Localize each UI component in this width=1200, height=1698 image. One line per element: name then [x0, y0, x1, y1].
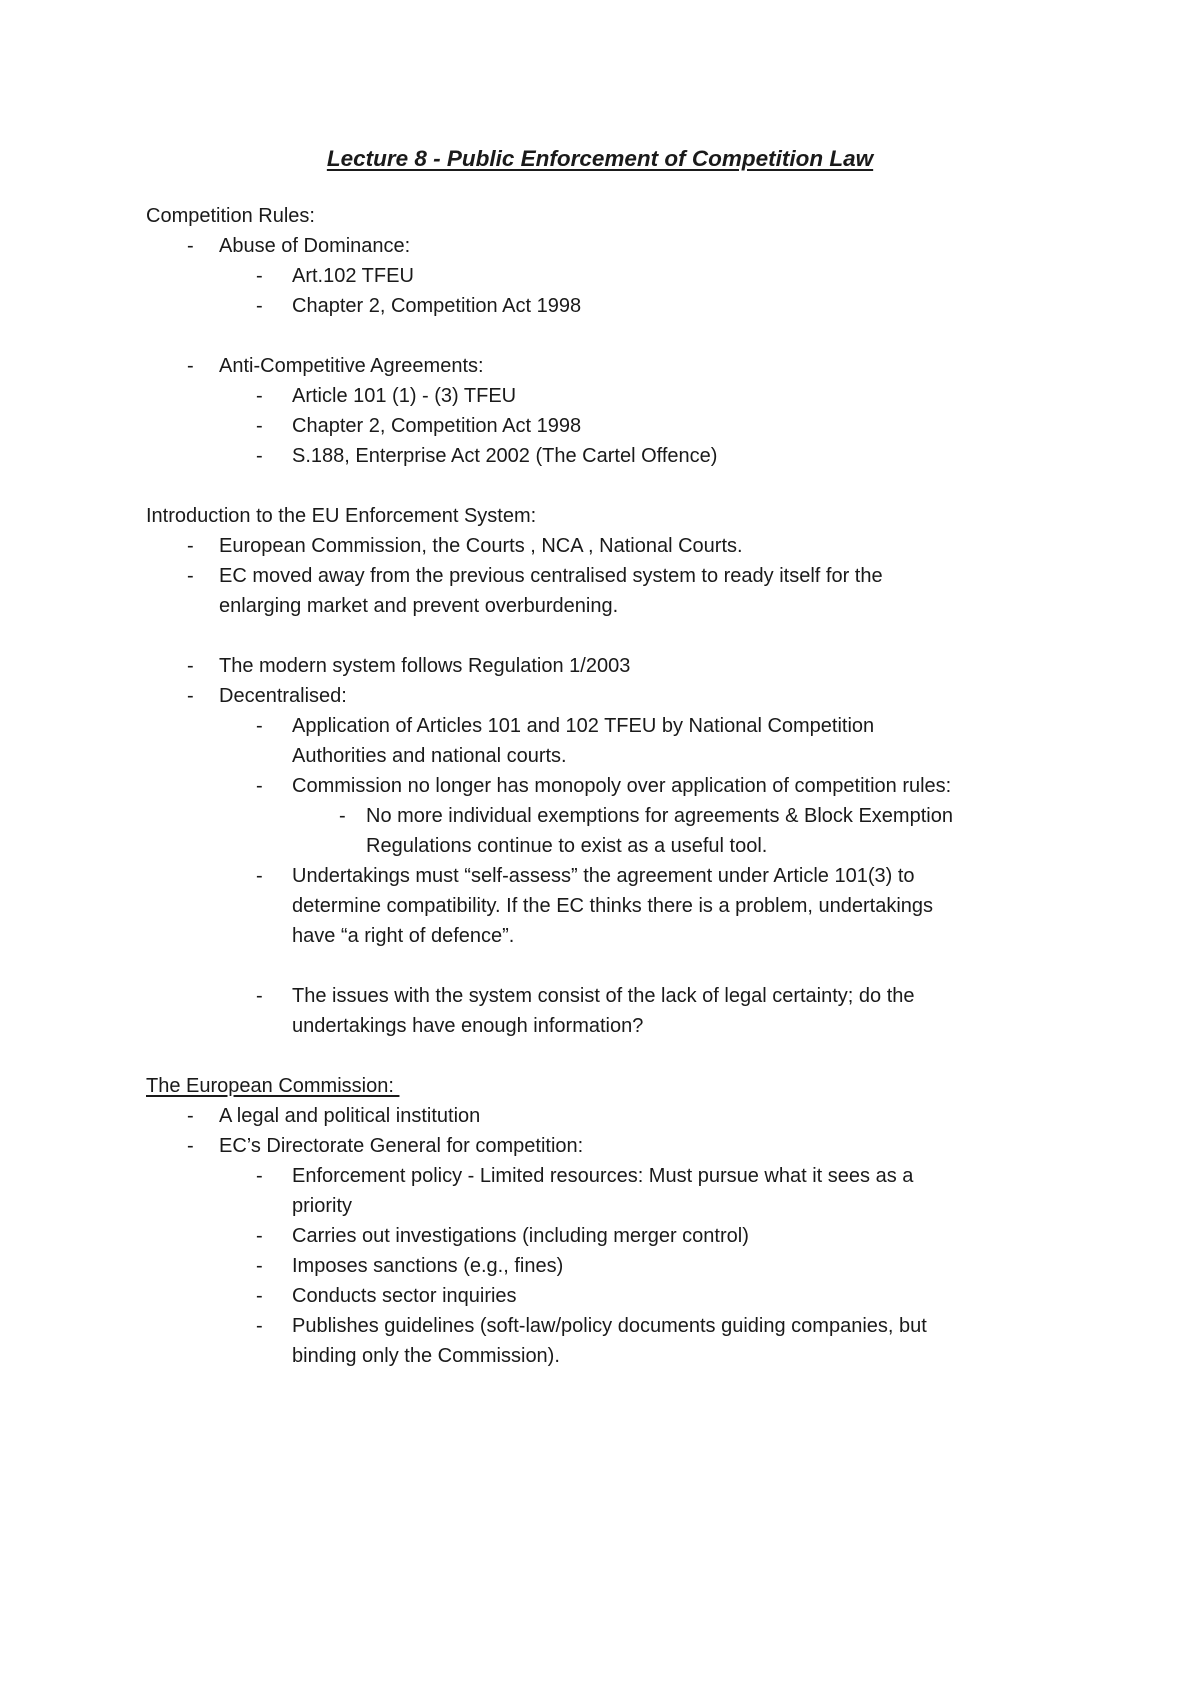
page-title: Lecture 8 - Public Enforcement of Competition Law	[326, 146, 874, 171]
bullet-dash: -	[256, 715, 263, 737]
bullet-dash: -	[187, 355, 194, 377]
list-item: Chapter 2, Competition Act 1998	[292, 415, 582, 437]
list-item: Undertakings must “self-assess” the agreement under Article 101(3) to	[292, 865, 915, 887]
list-item: Chapter 2, Competition Act 1998	[292, 295, 582, 317]
list-item: Commission no longer has monopoly over application of competition rules:	[292, 775, 952, 797]
list-item: Article 101 (1) - (3) TFEU	[292, 385, 517, 407]
bullet-dash: -	[187, 1135, 194, 1157]
list-item: The modern system follows Regulation 1/2003	[219, 655, 631, 677]
list-item: European Commission, the Courts , NCA , National Courts.	[219, 535, 743, 557]
bullet-dash: -	[187, 565, 194, 587]
bullet-dash: -	[187, 655, 194, 677]
list-item-continuation: Authorities and national courts.	[292, 745, 567, 767]
list-item: S.188, Enterprise Act 2002 (The Cartel Offence)	[292, 445, 718, 467]
list-item-continuation: enlarging market and prevent overburdening.	[219, 595, 619, 617]
list-item: Imposes sanctions (e.g., fines)	[292, 1255, 564, 1277]
list-item: Application of Articles 101 and 102 TFEU by National Competition	[292, 715, 875, 737]
bullet-dash: -	[256, 385, 263, 407]
list-item: Publishes guidelines (soft-law/policy documents guiding companies, but	[292, 1315, 927, 1337]
list-item: EC moved away from the previous centralised system to ready itself for the	[219, 565, 883, 587]
bullet-dash: -	[187, 685, 194, 707]
list-item: The issues with the system consist of the lack of legal certainty; do the	[292, 985, 915, 1007]
bullet-dash: -	[256, 415, 263, 437]
list-item-continuation: determine compatibility. If the EC thinks there is a problem, undertakings	[292, 895, 934, 917]
bullet-dash: -	[256, 265, 263, 287]
list-item-continuation: undertakings have enough information?	[292, 1015, 644, 1037]
bullet-dash: -	[256, 1165, 263, 1187]
list-item-continuation: priority	[292, 1195, 353, 1217]
list-item: A legal and political institution	[219, 1105, 481, 1127]
list-item: Decentralised:	[219, 685, 347, 707]
list-item: Art.102 TFEU	[292, 265, 414, 287]
bullet-dash: -	[256, 445, 263, 467]
bullet-dash: -	[256, 775, 263, 797]
list-item-abuse-of-dominance: Abuse of Dominance:	[219, 235, 411, 257]
bullet-dash: -	[256, 1315, 263, 1337]
bullet-dash: -	[187, 535, 194, 557]
bullet-dash: -	[187, 1105, 194, 1127]
list-item-continuation: binding only the Commission).	[292, 1345, 560, 1367]
bullet-dash: -	[256, 1255, 263, 1277]
bullet-dash: -	[187, 235, 194, 257]
bullet-dash: -	[256, 295, 263, 317]
list-item: Carries out investigations (including merger control)	[292, 1225, 749, 1247]
list-item-anti-competitive-agreements: Anti-Competitive Agreements:	[219, 355, 484, 377]
bullet-dash: -	[256, 985, 263, 1007]
bullet-dash: -	[256, 865, 263, 887]
section-heading-competition-rules: Competition Rules:	[146, 205, 315, 227]
section-heading-commission: The European Commission:	[146, 1075, 400, 1097]
list-item: No more individual exemptions for agreements & Block Exemption	[366, 805, 953, 827]
list-item: EC’s Directorate General for competition:	[219, 1135, 584, 1157]
list-item: Conducts sector inquiries	[292, 1285, 517, 1307]
list-item-continuation: Regulations continue to exist as a useful tool.	[366, 835, 768, 857]
list-item: Enforcement policy - Limited resources: Must pursue what it sees as a	[292, 1165, 914, 1187]
bullet-dash: -	[256, 1285, 263, 1307]
bullet-dash: -	[256, 1225, 263, 1247]
bullet-dash: -	[339, 805, 346, 827]
list-item-continuation: have “a right of defence”.	[292, 925, 515, 947]
section-heading-intro: Introduction to the EU Enforcement System:	[146, 505, 537, 527]
